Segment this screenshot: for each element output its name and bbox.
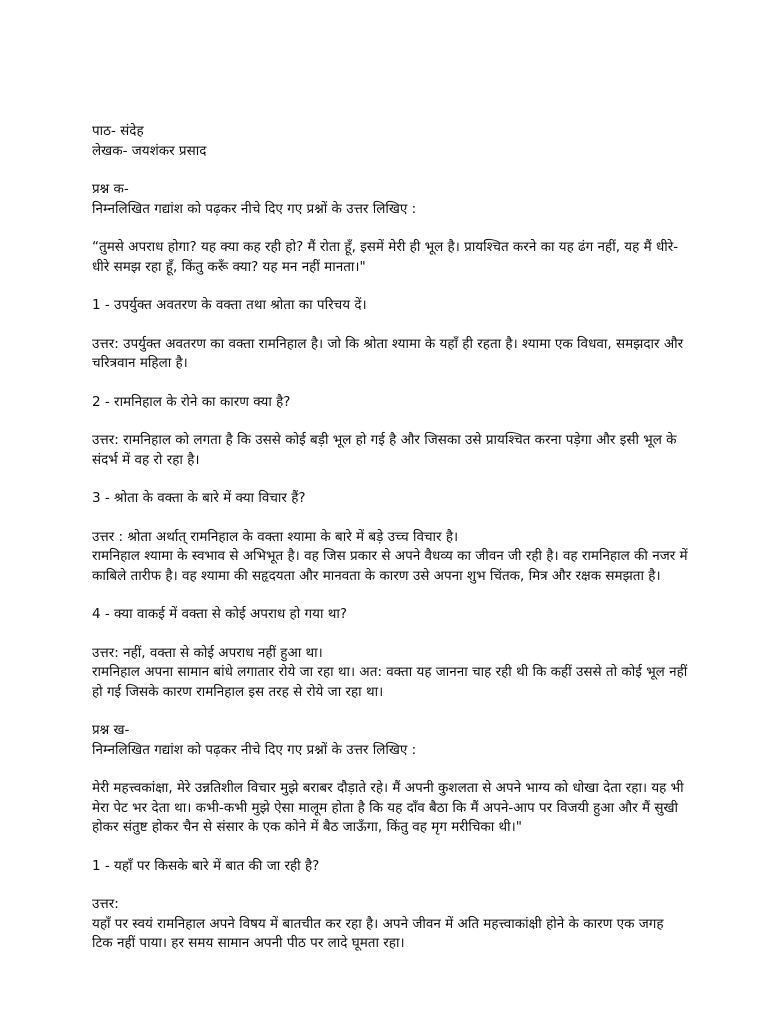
answer-a4	[92, 644, 688, 703]
answer-a3-rest: रामनिहाल श्यामा के स्वभाव से अभिभूत है। वह जिस प्रकार से अपने वैधव्य का जीवन जी रही है। वह रामनिहाल की नजर में काबिले तारीफ है। वह श्यामा की सहृदयता और मानवता के कारण उसे अपना शुभ चिंतक, मित्र और रक्षक समझता है।	[92, 548, 688, 584]
section-b-heading: प्रश्न ख-	[92, 722, 130, 738]
document-header	[92, 122, 688, 161]
section-b-instruction: निम्नलिखित गद्यांश को पढ़कर नीचे दिए गए प्रश्नों के उत्तर लिखिए :	[92, 741, 417, 758]
answer-b1	[92, 895, 688, 954]
section-a-intro	[92, 180, 688, 219]
question-b1: 1 - यहाँ पर किसके बारे में बात की जा रही है?	[92, 857, 320, 874]
question-a1: 1 - उपर्युक्त अवतरण के वक्ता तथा श्रोता का परिचय दें।	[92, 297, 367, 313]
answer-a1: उत्तर: उपर्युक्त अवतरण का वक्ता रामनिहाल है। जो कि श्रोता श्यामा के यहाँ ही रहता है। श्यामा एक विधवा, समझदार और चरित्रवान महिला है।	[92, 335, 684, 371]
answer-b1-text: यहाँ पर स्वयं रामनिहाल अपने विषय में बातचीत कर रहा है। अपने जीवन में अति महत्त्वाकांक्षी होने के कारण एक जगह टिक नहीं पाया। हर समय सामान अपनी पीठ पर लादे घूमता रहा।	[92, 915, 664, 951]
lesson-title: पाठ- संदेह	[92, 123, 144, 139]
answer-b1-label: उत्तर:	[92, 896, 119, 912]
answer-a2: उत्तर: रामनिहाल को लगता है कि उससे कोई बड़ी भूल हो गई है और जिसका उसे प्रायश्चित करना पड़ेगा और इसी भूल के संदर्भ में वह रो रहा है।	[92, 432, 677, 468]
section-a-heading: प्रश्न क-	[92, 181, 129, 197]
question-a4: 4 - क्या वाकई में वक्ता से कोई अपराध हो गया था?	[92, 606, 348, 622]
answer-a4-rest: रामनिहाल अपना सामान बांधे लगातार रोये जा रहा था। अत: वक्ता यह जानना चाह रही थी कि कहीं उससे तो कोई भूल नहीं हो गई जिसके कारण रामनिहाल इस तरह से रोये जा रहा था।	[92, 664, 688, 700]
section-a-instruction: निम्नलिखित गद्यांश को पढ़कर नीचे दिए गए प्रश्नों के उत्तर लिखिए :	[92, 200, 417, 217]
answer-a3	[92, 528, 688, 587]
answer-a4-line1: उत्तर: नहीं, वक्ता से कोई अपराध नहीं हुआ था।	[92, 644, 323, 661]
author-line: लेखक- जयशंकर प्रसाद	[92, 142, 207, 159]
section-b-passage: मेरी महत्त्वकांक्षा, मेरे उन्नतिशील विचार मुझे बराबर दौड़ाते रहे। मैं अपनी कुशलता से अपने भाग्य को धोखा देता रहा। यह भी मेरा पेट भर देता था। कभी-कभी मुझे ऐसा मालूम होता है कि यह दाँव बैठा कि मैं अपने-आप पर विजयी हुआ और मैं सुखी होकर संतुष्ट होकर चैन से संसार के एक कोने में बैठ जाऊँगा, किंतु वह मृग मरीचिका थी।"	[92, 780, 684, 835]
question-a3: 3 - श्रोता के वक्ता के बारे में क्या विचार हैं?	[92, 490, 306, 506]
question-a2: 2 - रामनिहाल के रोने का कारण क्या है?	[92, 393, 291, 410]
section-b-intro	[92, 721, 688, 760]
section-a-passage: “तुमसे अपराध होगा? यह क्या कह रही हो? मैं रोता हूँ, इसमें मेरी ही भूल है। प्रायश्चित करने का यह ढंग नहीं, यह मैं धीरे-धीरे समझ रहा हूँ, किंतु करूँ क्या? यह मन नहीं मानता।"	[92, 239, 679, 275]
answer-a3-line1: उत्तर : श्रोता अर्थात् रामनिहाल के वक्ता श्यामा के बारे में बड़े उच्च विचार है।	[92, 528, 459, 545]
